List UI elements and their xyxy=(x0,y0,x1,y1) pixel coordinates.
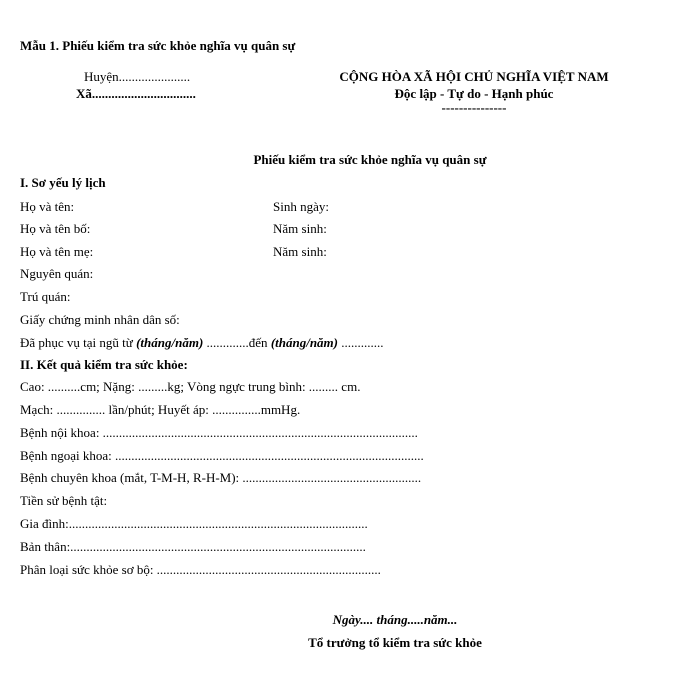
national-motto: Độc lập - Tự do - Hạnh phúc xyxy=(394,86,554,101)
motto-rule: --------------- xyxy=(441,100,507,115)
mother-year-field: Năm sinh: xyxy=(273,244,327,259)
service-from: (tháng/năm) xyxy=(136,335,204,350)
service-to: (tháng/năm) xyxy=(270,335,338,350)
service-suffix: ............. xyxy=(338,335,384,350)
pulse-field: Mạch: ............... lần/phút; Huyết áp: ...............mmHg. xyxy=(20,402,301,417)
service-prefix: Đã phục vụ tại ngũ từ xyxy=(20,335,137,350)
classification-field: Phân loại sức khỏe sơ bộ: ..................................................................... xyxy=(20,562,381,577)
mother-name-field: Họ và tên mẹ: xyxy=(20,244,94,259)
country-name: CỘNG HÒA XÃ HỘI CHỦ NGHĨA VIỆT NAM xyxy=(339,69,609,84)
medical-history-field: Tiền sử bệnh tật: xyxy=(20,493,108,508)
district-line: Huyện...................... xyxy=(84,69,191,84)
father-name-field: Họ và tên bố: xyxy=(20,221,91,236)
surgical-disease-field: Bệnh ngoại khoa: ............................................................................................... xyxy=(20,448,424,463)
father-year-field: Năm sinh: xyxy=(273,221,327,236)
document-title: Phiếu kiểm tra sức khỏe nghĩa vụ quân sự xyxy=(253,152,487,167)
service-period-field xyxy=(20,335,384,351)
section1-heading: I. Sơ yếu lý lịch xyxy=(20,175,106,190)
residence-field: Trú quán: xyxy=(20,289,71,304)
signature-date: Ngày.... tháng.....năm... xyxy=(332,612,458,627)
dob-field: Sinh ngày: xyxy=(273,199,329,214)
hometown-field: Nguyên quán: xyxy=(20,266,94,281)
body-measure-field: Cao: ..........cm; Nặng: .........kg; Vòng ngực trung bình: ......... cm. xyxy=(20,379,361,394)
internal-disease-field: Bệnh nội khoa: ................................................................................................. xyxy=(20,425,418,440)
signer-title: Tổ trưởng tổ kiểm tra sức khỏe xyxy=(308,635,482,650)
self-history-field: Bản thân:........................................................................................... xyxy=(20,539,366,554)
full-name-field: Họ và tên: xyxy=(20,199,75,214)
family-history-field: Gia đình:............................................................................................ xyxy=(20,516,368,531)
form-label: Mẫu 1. Phiếu kiểm tra sức khỏe nghĩa vụ quân sự xyxy=(20,38,296,53)
service-mid: .............đến xyxy=(203,335,271,350)
specialty-disease-field: Bệnh chuyên khoa (mắt, T-M-H, R-H-M): ....................................................... xyxy=(20,470,422,485)
commune-line: Xã................................ xyxy=(76,86,196,101)
id-card-field: Giấy chứng minh nhân dân số: xyxy=(20,312,180,327)
section2-heading: II. Kết quả kiểm tra sức khỏe: xyxy=(20,357,188,372)
